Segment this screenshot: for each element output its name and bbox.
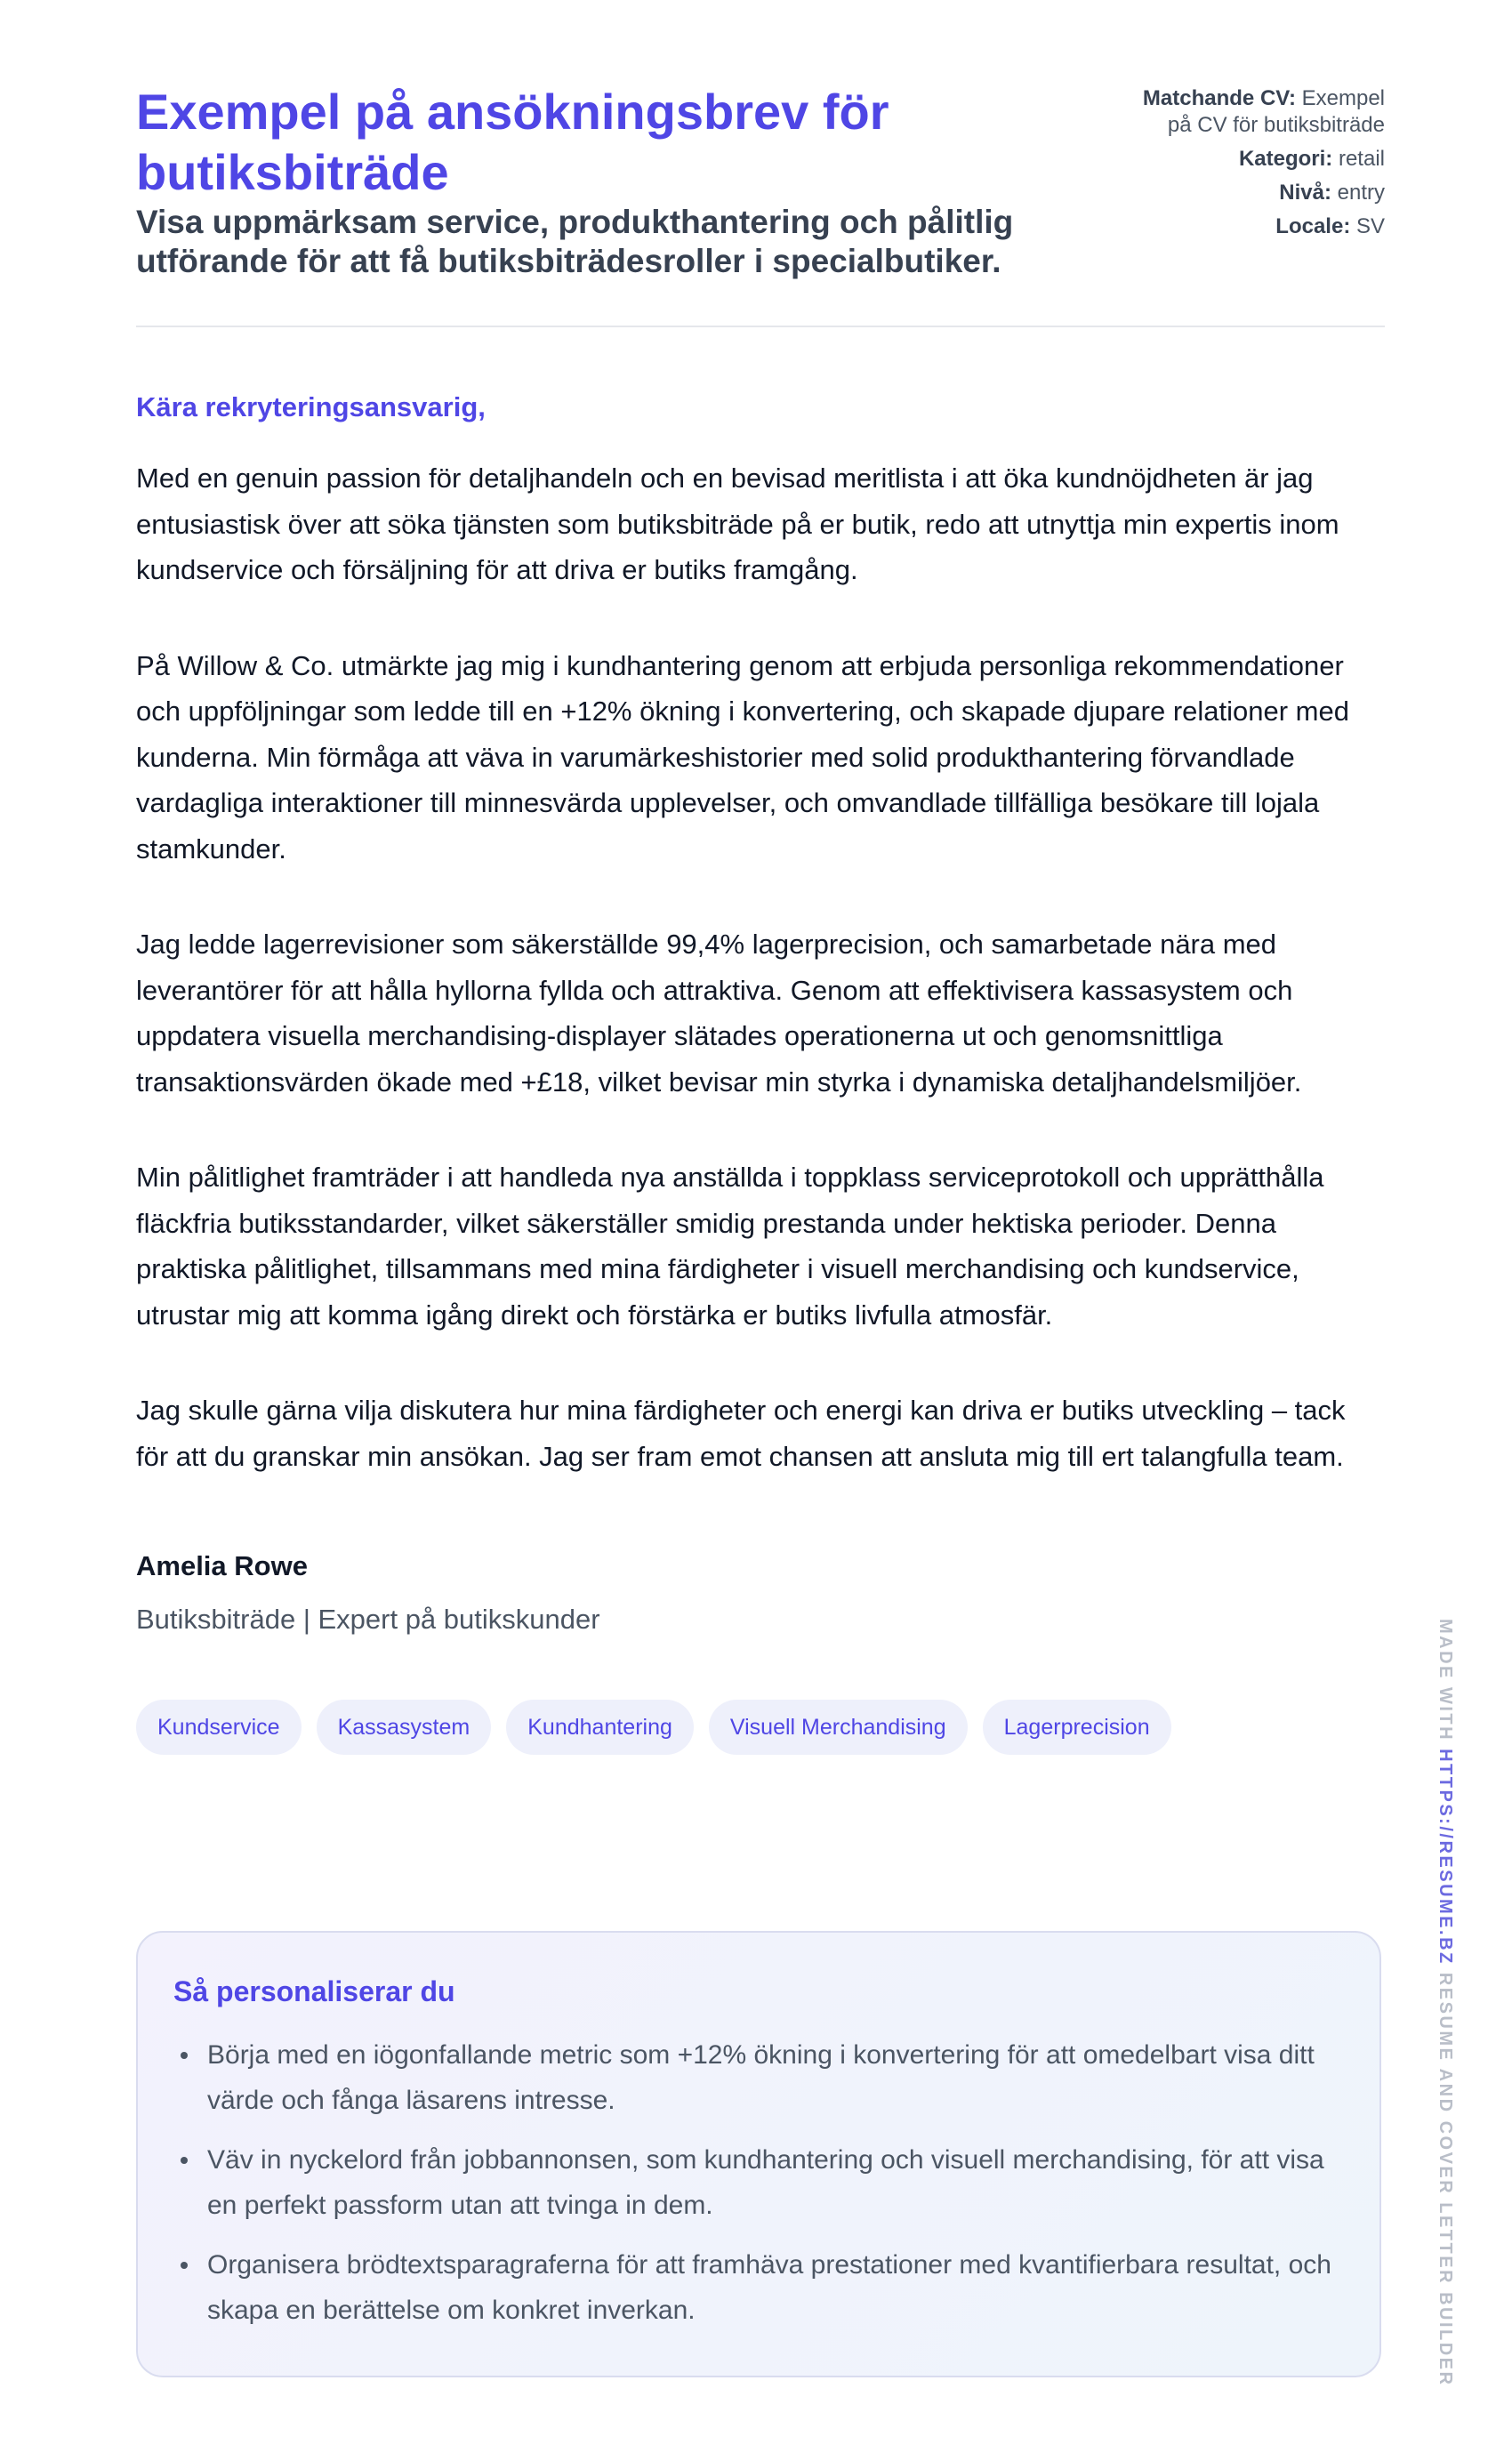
letter-paragraph: Min pålitlighet framträder i att handleda nya anställda i toppklass serviceprotokoll och upprätthålla fläckfria butiksstandarder, vilket säkerställer smidig prestanda under hektiska perioder. Denna praktiska pålitlighet, tillsammans med mina färdigheter i visuell merchandising och kundservice, utrustar mig att komma igång direkt och förstärka er butiks livfulla atmosfär.	[136, 1162, 1324, 1331]
skill-tags	[136, 1700, 1385, 1755]
meta-category	[1118, 146, 1385, 173]
tip-item: Väv in nyckelord från jobbannonsen, som kundhantering och visuell merchandising, för att visa en perfekt passform utan att tvinga in dem.	[173, 2137, 1355, 2228]
letter-paragraph: På Willow & Co. utmärkte jag mig i kundhantering genom att erbjuda personliga rekommendationer och uppföljningar som ledde till en +12% ökning i konvertering, och skapade djupare relationer med kunderna. Min förmåga att väva in varumärkeshistorier med solid produkthantering förvandlade vardagliga interaktioner till minnesvärda upplevelser, och omvandlade tillfälliga besökare till lojala stamkunder.	[136, 649, 1349, 865]
meta-cv	[1118, 85, 1385, 139]
tips-list	[173, 2032, 1344, 2333]
meta-level	[1118, 180, 1385, 206]
meta-locale-value: SV	[1355, 214, 1385, 238]
page-subtitle: Visa uppmärksam service, produkthantering och pålitlig utförande för att få butiksbiträdesroller i specialbutiker.	[136, 204, 1014, 279]
meta-locale	[1118, 213, 1385, 240]
meta-cv-label: Matchande CV:	[1142, 86, 1296, 110]
signature-title: Butiksbiträde | Expert på butikskunder	[136, 1604, 600, 1635]
resume-bz-link[interactable]: HTTPS://RESUME.BZ	[1436, 1749, 1455, 1966]
signature	[136, 1548, 1385, 1637]
letter-greeting: Kära rekryteringsansvarig,	[136, 391, 486, 422]
skill-tag[interactable]: Kundservice	[136, 1700, 302, 1755]
meta-cv-value[interactable]: Exempel på CV för butiksbiträde	[1167, 86, 1385, 137]
letter-paragraph: Med en genuin passion för detaljhandeln och en bevisad meritlista i att öka kundnöjdheten är jag entusiastisk över att söka tjänsten som butiksbiträde på er butik, redo att utnyttja min expertis inom kundservice och försäljning för att driva er butiks framgång.	[136, 462, 1339, 585]
tip-item: Organisera brödtextsparagraferna för att framhäva prestationer med kvantifierbara resultat, och skapa en berättelse om konkret inverkan.	[173, 2242, 1355, 2333]
page-title: Exempel på ansökningsbrev för butiksbiträde	[136, 84, 889, 200]
made-with-watermark	[1435, 1619, 1455, 2387]
made-with-label: MADE WITH	[1436, 1619, 1455, 1742]
letter-paragraph: Jag skulle gärna vilja diskutera hur mina färdigheter och energi kan driva er butiks utveckling – tack för att du granskar min ansökan. Jag ser fram emot chansen att ansluta mig till ert talangfulla team.	[136, 1395, 1346, 1472]
page	[136, 0, 1385, 2325]
meta-locale-label: Locale:	[1275, 214, 1351, 238]
skill-tag[interactable]: Kundhantering	[506, 1700, 694, 1755]
tips-title: Så personaliserar du	[173, 1975, 455, 2007]
builder-tagline: RESUME AND COVER LETTER BUILDER	[1436, 1972, 1455, 2387]
skill-tag[interactable]: Visuell Merchandising	[709, 1700, 968, 1755]
meta-category-value: retail	[1338, 147, 1385, 171]
tip-item: Börja med en iögonfallande metric som +12% ökning i konvertering för att omedelbart visa ditt värde och fånga läsarens intresse.	[173, 2032, 1355, 2123]
skill-tag[interactable]: Lagerprecision	[983, 1700, 1171, 1755]
header	[136, 0, 1385, 327]
skill-tag[interactable]: Kassasystem	[317, 1700, 492, 1755]
meta-level-value: entry	[1337, 181, 1385, 205]
signature-name: Amelia Rowe	[136, 1550, 308, 1581]
meta-panel	[1118, 85, 1385, 247]
letter-paragraph: Jag ledde lagerrevisioner som säkerställde 99,4% lagerprecision, och samarbetade nära med leverantörer för att hålla hyllorna fyllda och attraktiva. Genom att effektivisera kassasystem och uppdatera visuella merchandising-displayer slätades operationerna ut och genomsnittliga transaktionsvärden ökade med +£18, vilket bevisar min styrka i dynamiska detaljhandelsmiljöer.	[136, 929, 1302, 1098]
meta-level-label: Nivå:	[1279, 181, 1331, 205]
letter-body	[136, 390, 1385, 1755]
meta-category-label: Kategori:	[1238, 147, 1333, 171]
personalize-tips-box	[136, 1931, 1381, 2377]
